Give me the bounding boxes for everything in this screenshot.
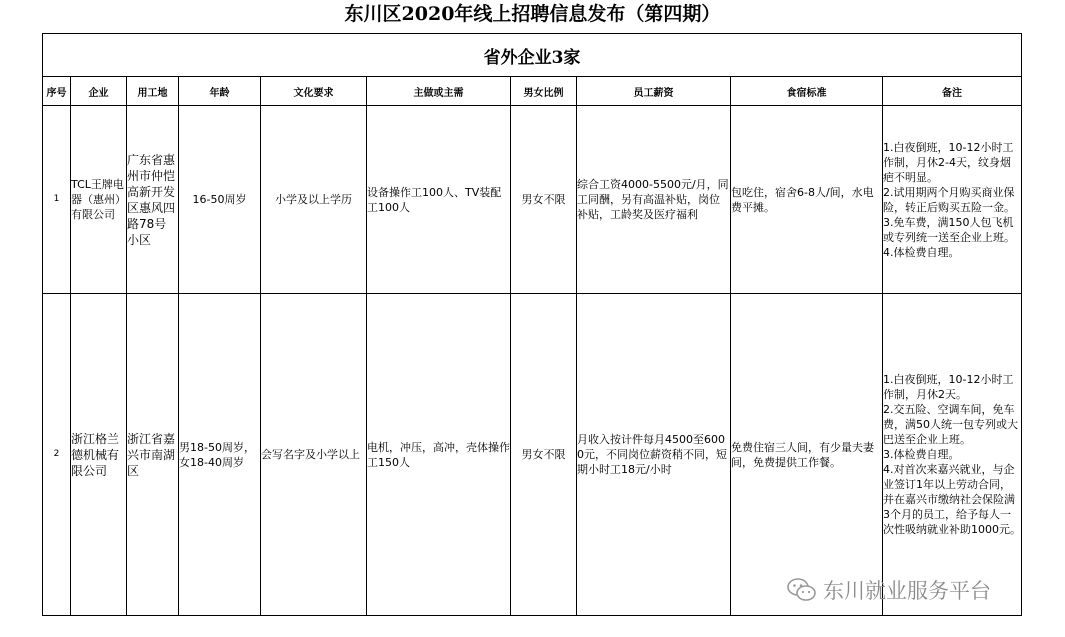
note-line: 2.交五险、空调车间，免车费，满50人统一包专列或大巴送至企业上班。 <box>883 403 1018 446</box>
row-notes <box>883 106 1022 294</box>
note-line: 3.免车费，满150人包飞机或专列统一送至企业上班。 <box>883 215 1015 244</box>
note-line: 3.体检费自理。 <box>883 448 960 461</box>
header-age: 年龄 <box>179 77 261 106</box>
header-index: 序号 <box>43 77 71 106</box>
row-age: 16-50周岁 <box>179 106 261 294</box>
note-line: 2.试用期两个月购买商业保险，转正后购买五险一金。 <box>883 185 1015 214</box>
note-line: 1.白夜倒班，10-12小时工作制，月休2-4天，纹身烟疤不明显。 <box>883 140 1014 184</box>
row-gender: 男女不限 <box>511 294 577 616</box>
page-title: 东川区2020年线上招聘信息发布（第四期） <box>344 3 721 25</box>
table-row <box>43 294 1022 616</box>
row-company: 浙江格兰德机械有限公司 <box>71 294 127 616</box>
row-index: 2 <box>43 294 71 616</box>
row-location: 浙江省嘉兴市南湖区 <box>127 294 179 616</box>
row-gender: 男女不限 <box>511 106 577 294</box>
header-jobs: 主做或主需 <box>367 77 511 106</box>
row-board: 免费住宿三人间，有少量夫妻间，免费提供工作餐。 <box>731 294 883 616</box>
row-company: TCL王牌电器（惠州）有限公司 <box>71 106 127 294</box>
header-notes: 备注 <box>883 77 1022 106</box>
row-salary: 综合工资4000-5500元/月，同工同酬，另有高温补贴，岗位补贴，工龄奖及医疗福利 <box>577 106 731 294</box>
row-jobs: 设备操作工100人、TV装配工100人 <box>367 106 511 294</box>
row-age: 男18-50周岁，女18-40周岁 <box>179 294 261 616</box>
row-jobs: 电机，冲压，高冲，壳体操作工150人 <box>367 294 511 616</box>
note-line: 4.体检费自理。 <box>883 245 960 259</box>
row-index: 1 <box>43 106 71 294</box>
table-header-row <box>43 77 1022 106</box>
watermark-text: 东川就业服务平台 <box>823 579 991 603</box>
note-line: 4.对首次来嘉兴就业，与企业签订1年以上劳动合同，并在嘉兴市缴纳社会保险满3个月的员工，给予每人一次性吸纳就业补助1000元。 <box>883 463 1021 536</box>
header-gender: 男女比例 <box>511 77 577 106</box>
row-salary: 月收入按计件每月4500至6000元，不同岗位薪资稍不同，短期小时工18元/小时 <box>577 294 731 616</box>
header-location: 用工地 <box>127 77 179 106</box>
section-title: 省外企业3家 <box>43 34 1022 77</box>
table-row <box>43 106 1022 294</box>
recruitment-table <box>42 33 1022 616</box>
header-salary: 员工薪资 <box>577 77 731 106</box>
header-education: 文化要求 <box>261 77 367 106</box>
row-education: 会写名字及小学以上 <box>261 294 367 616</box>
header-board: 食宿标准 <box>731 77 883 106</box>
watermark <box>787 575 991 605</box>
row-education: 小学及以上学历 <box>261 106 367 294</box>
row-board: 包吃住，宿舍6-8人/间，水电费平摊。 <box>731 106 883 294</box>
note-line: 1.白夜倒班，10-12小时工作制，月休2天。 <box>883 373 1014 401</box>
header-company: 企业 <box>71 77 127 106</box>
wechat-logo-icon <box>787 577 817 603</box>
row-notes <box>883 294 1022 616</box>
row-location: 广东省惠州市仲恺高新开发区惠风四路78号小区 <box>127 106 179 294</box>
